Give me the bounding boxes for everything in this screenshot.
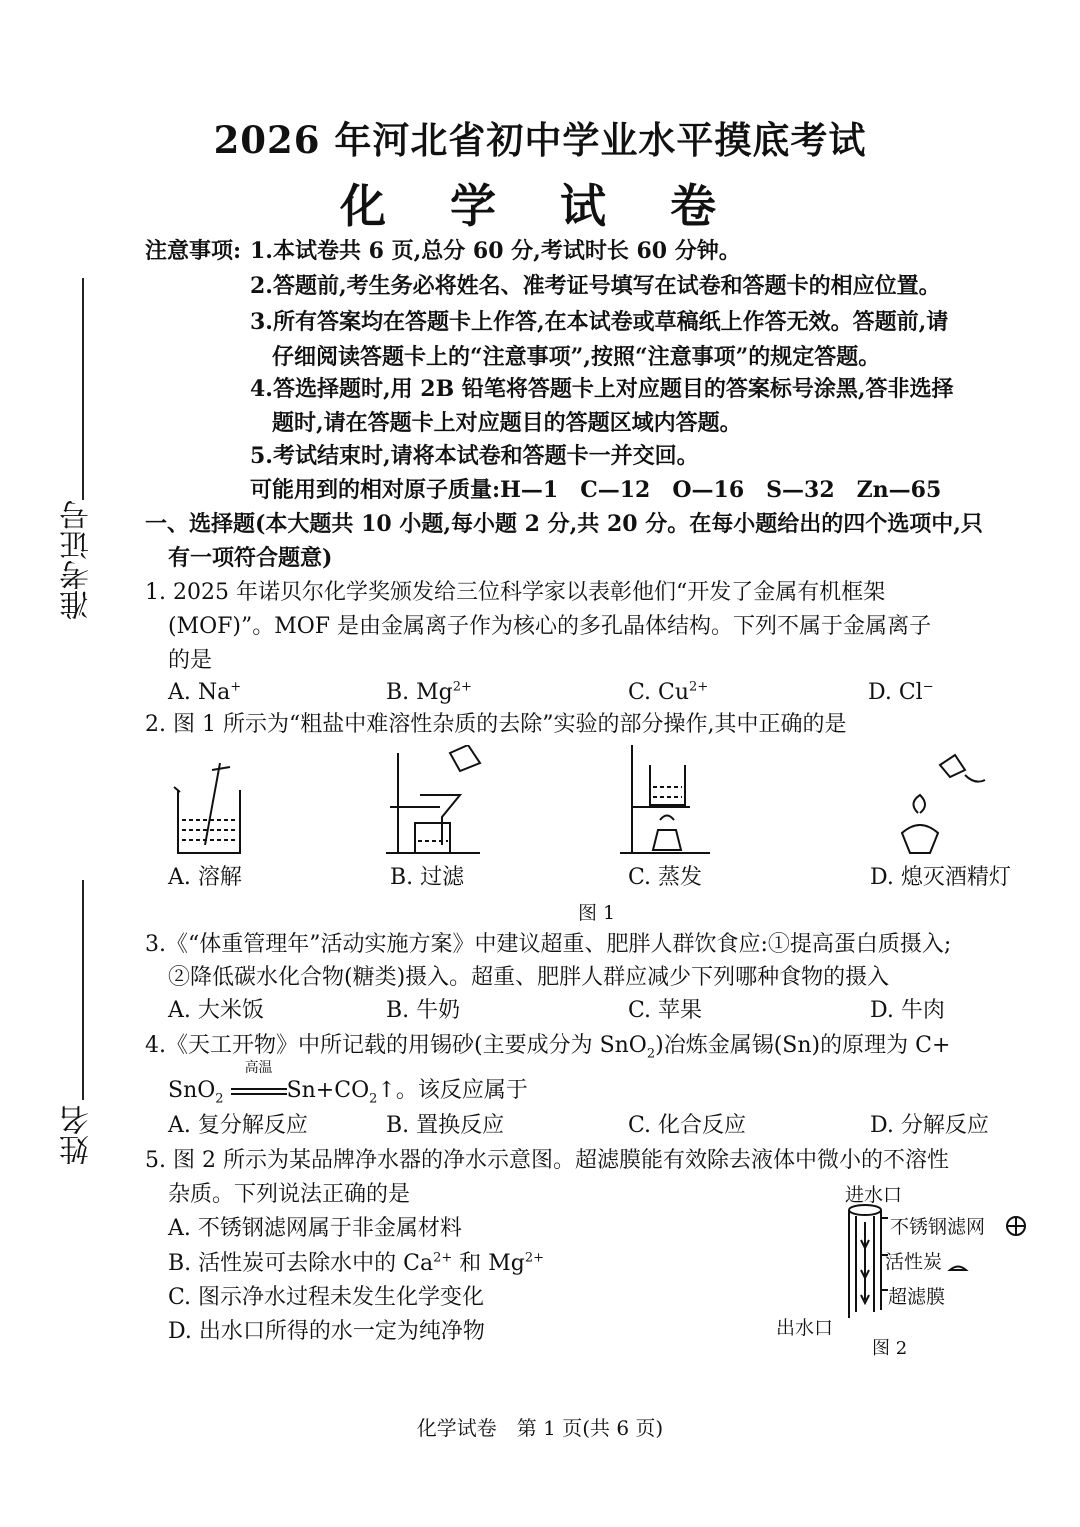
q1-option-c: C. $Cu^{2+}$: [628, 679, 709, 705]
q2-option-a: A. 溶解: [168, 865, 242, 890]
q4-option-d: D. 分解反应: [870, 1113, 989, 1138]
notice-item: 1.本试卷共 6 页,总分 60 分,考试时长 60 分钟。: [250, 238, 741, 264]
name-line: [82, 880, 84, 1100]
notice-item: 3.所有答案均在答题卡上作答,在本试卷或草稿纸上作答无效。答题前,请: [250, 309, 949, 335]
notice-item: 题时,请在答题卡上对应题目的答题区域内答题。: [272, 410, 742, 436]
q1-stem: 的是: [168, 648, 213, 673]
q3-option-b: B. 牛奶: [386, 998, 461, 1023]
evaporation-illustration: [620, 745, 710, 853]
atomic-mass: 可能用到的相对原子质量:H—1 C—12 O—16 S—32 Zn—65: [250, 477, 942, 503]
q1-stem: 1. 2025 年诺贝尔化学奖颁发给三位科学家以表彰他们“开发了金属有机框架: [145, 580, 886, 605]
beaker-stirring-illustration: [174, 763, 240, 853]
q5-stem: 杂质。下列说法正确的是: [168, 1182, 411, 1207]
alcohol-lamp-illustration: [902, 755, 985, 853]
subject-title: 化 学 试 卷: [339, 179, 741, 233]
figure-2-membrane-label: 超滤膜: [888, 1286, 946, 1308]
q4-option-c: C. 化合反应: [628, 1113, 747, 1138]
q4-equation: SnO$_2$ 高温 $Sn+CO_2↑$。该反应属于: [168, 1060, 528, 1107]
notice-item: 仔细阅读答题卡上的“注意事项”,按照“注意事项”的规定答题。: [272, 344, 881, 370]
q4-option-b: B. 置换反应: [386, 1113, 505, 1138]
q2-option-b: B. 过滤: [390, 865, 465, 890]
exam-no-line: [82, 278, 84, 500]
filtration-illustration: [386, 745, 480, 853]
q5-option-a: A. 不锈钢滤网属于非金属材料: [168, 1216, 462, 1241]
q5-option-b: B. 活性炭可去除水中的 $Ca^{2+}$ 和 $Mg^{2+}$: [168, 1250, 545, 1276]
q2-option-d: D. 熄灭酒精灯: [870, 865, 1011, 890]
figure-2-outlet-label: 出水口: [776, 1317, 834, 1339]
notice-item: 5.考试结束时,请将本试卷和答题卡一并交回。: [250, 443, 699, 469]
figure-2-mesh-label: 不锈钢滤网: [890, 1216, 986, 1238]
q2-stem: 2. 图 1 所示为“粗盐中难溶性杂质的去除”实验的部分操作,其中正确的是: [145, 712, 847, 737]
figure-2-carbon-label: 活性炭: [885, 1251, 943, 1273]
figure-2-inlet-label: 进水口: [845, 1184, 903, 1206]
q1-option-a: A. Na+: [168, 679, 242, 705]
q3-option-d: D. 牛肉: [870, 998, 945, 1023]
page-footer: 化学试卷 第 1 页(共 6 页): [416, 1416, 664, 1440]
q5-stem: 5. 图 2 所示为某品牌净水器的净水示意图。超滤膜能有效除去液体中微小的不溶性: [145, 1148, 949, 1173]
q3-stem: ②降低碳水化合物(糖类)摄入。超重、肥胖人群应减少下列哪种食物的摄入: [168, 965, 890, 990]
q2-option-c: C. 蒸发: [628, 865, 703, 890]
reaction-condition: 高温: [244, 1060, 273, 1076]
q4-option-a: A. 复分解反应: [168, 1113, 308, 1138]
name-label: 姓名: [60, 1105, 95, 1165]
exam-no-label: 准考证号: [60, 500, 95, 620]
q3-option-c: C. 苹果: [628, 998, 703, 1023]
section-heading: 有一项符合题意): [168, 545, 333, 571]
q5-option-d: D. 出水口所得的水一定为纯净物: [168, 1319, 485, 1344]
notice-item: 2.答题前,考生务必将姓名、准考证号填写在试卷和答题卡的相应位置。: [250, 273, 941, 299]
q5-option-c: C. 图示净水过程未发生化学变化: [168, 1285, 485, 1310]
q3-stem: 3.《“体重管理年”活动实施方案》中建议超重、肥胖人群饮食应:①提高蛋白质摄入;: [145, 932, 952, 957]
q1-option-d: D. Cl−: [868, 679, 934, 705]
notice-label: 注意事项:: [145, 238, 242, 264]
figure-1-caption: 图 1: [578, 902, 616, 924]
figure-2-caption: 图 2: [872, 1338, 908, 1359]
q3-option-a: A. 大米饭: [168, 998, 264, 1023]
section-heading: 一、选择题(本大题共 10 小题,每小题 2 分,共 20 分。在每小题给出的四个选项中,只: [145, 511, 983, 537]
q1-option-b: B. $Mg^{2+}$: [386, 679, 472, 705]
figure-1: [150, 745, 1050, 860]
exam-title: 2026 年河北省初中学业水平摸底考试: [213, 118, 867, 162]
q1-stem: (MOF)”。MOF 是由金属离子作为核心的多孔晶体结构。下列不属于金属离子: [168, 614, 932, 639]
notice-item: 4.答选择题时,用 2B 铅笔将答题卡上对应题目的答案标号涂黑,答非选择: [250, 376, 954, 402]
q4-stem: 4.《天工开物》中所记载的用锡砂(主要成分为 SnO$_2$)冶炼金属锡(Sn)的原理为 C+: [145, 1033, 951, 1062]
